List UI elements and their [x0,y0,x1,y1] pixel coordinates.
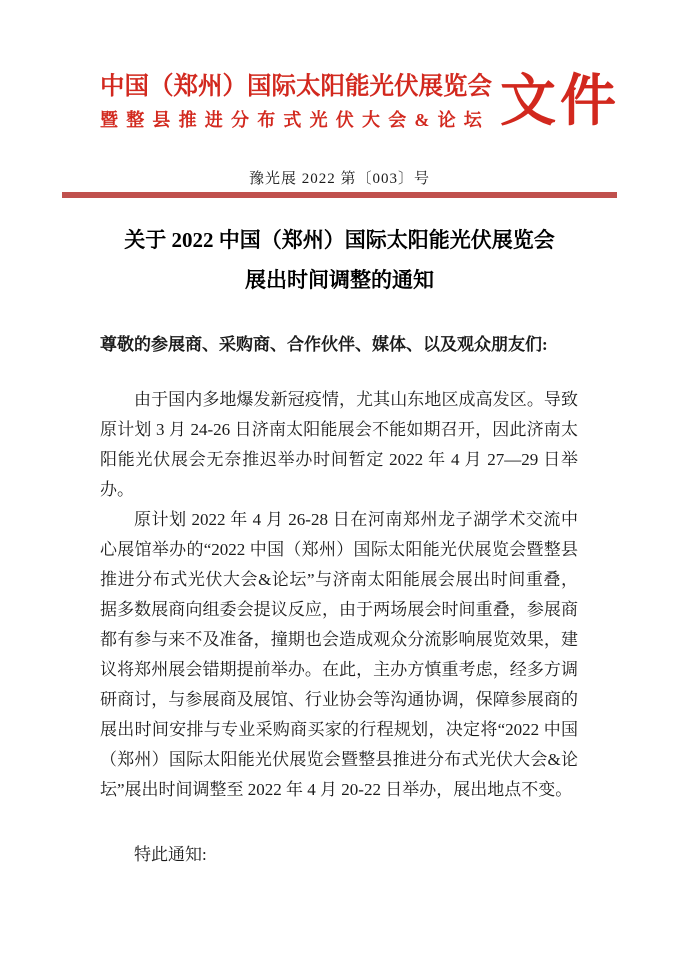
org-name-main: 中国（郑州）国际太阳能光伏展览会 [100,73,492,100]
salutation: 尊敬的参展商、采购商、合作伙伴、媒体、以及观众朋友们: [100,335,548,354]
org-name-sub: 暨整县推进分布式光伏大会&论坛 [100,110,490,130]
notice-body [100,330,578,870]
org-name-block [100,70,496,133]
document-number: 豫光展 2022 第〔003〕号 [248,171,430,187]
notice-title [60,220,619,300]
document-mark: 文件 [500,70,620,133]
notice-title-line2: 展出时间调整的通知 [245,268,434,292]
letterhead [100,70,620,133]
notice-title-line1: 关于 2022 中国（郑州）国际太阳能光伏展览会 [124,228,555,252]
body-paragraph-1: 由于国内多地爆发新冠疫情，尤其山东地区成高发区。导致原计划 3 月 24-26 日济南太阳能展会不能如期召开，因此济南太阳能光伏展会无奈推迟举办时间暂定 2022 年 4 月 27—29 日举办。 [100,390,578,499]
closing-line: 特此通知: [134,845,207,864]
body-paragraph-2: 原计划 2022 年 4 月 26-28 日在河南郑州龙子湖学术交流中心展馆举办的“2022 中国（郑州）国际太阳能光伏展览会暨整县推进分布式光伏大会&论坛”与济南太阳能展会展出时间重叠，据多数展商向组委会提议反应，由于两场展会时间重叠，参展商都有参与来不及准备，撞期也会造成观众分流影响展览效果，建议将郑州展会错期提前举办。在此，主办方慎重考虑，经多方调研商讨，与参展商及展馆、行业协会等沟通协调，保障参展商的展出时间安排与专业采购商买家的行程规划，决定将“2022 中国（郑州）国际太阳能光伏展览会暨整县推进分布式光伏大会&论坛”展出时间调整至 2022 年 4 月 20-22 日举办，展出地点不变。 [100,510,578,799]
red-divider-line [62,192,617,198]
